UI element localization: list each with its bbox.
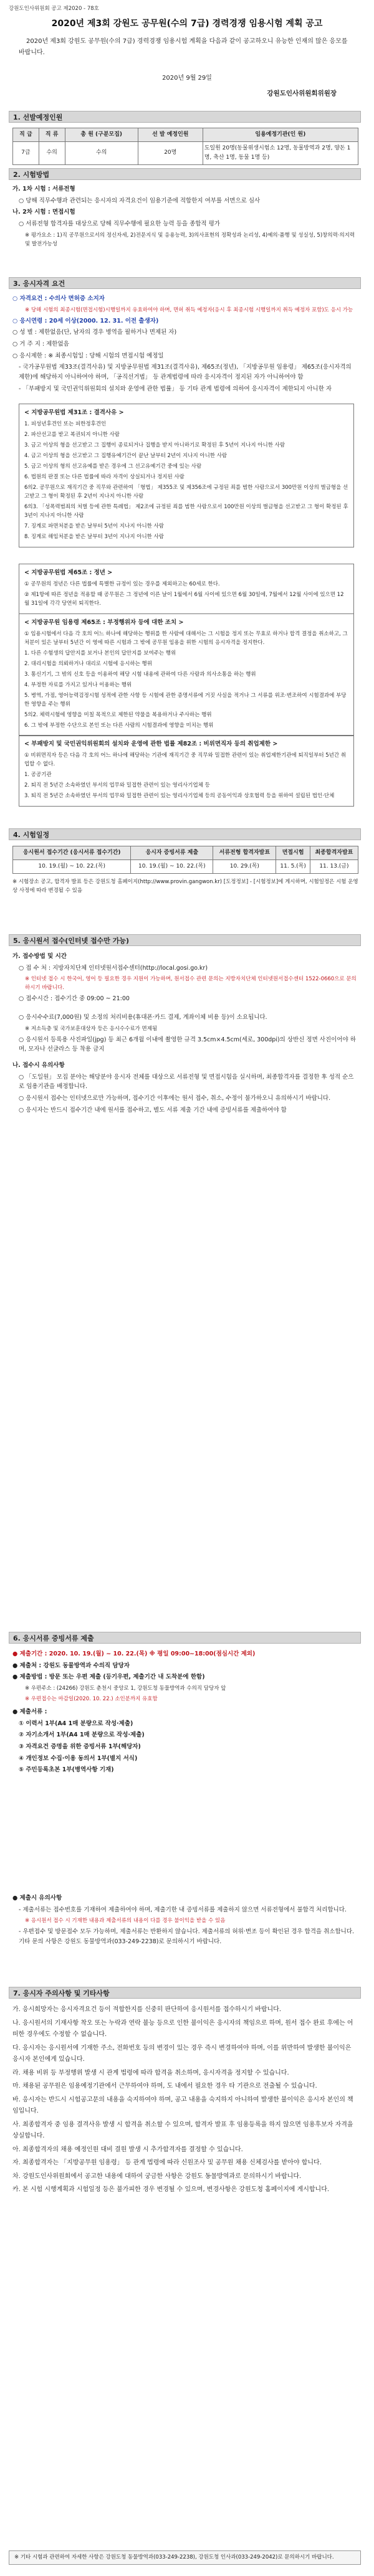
list-item: 마. 채용된 공무원은 임용예정기관에서 근무하여야 하며, 도 내에서 필요한 경우 타 기관으로 전출될 수 있습니다. — [12, 2083, 317, 2090]
schedule-col: 응시원서 접수기간 (응시서류 접수기간) — [13, 846, 131, 860]
documents-postmark-note: ※ 우편접수는 마감일(2020. 10. 22.) 소인분까지 유효함 — [25, 1696, 158, 1703]
application-hours: ○ 접수시간 : 접수기간 중 09:00 ~ 21:00 — [19, 995, 130, 1003]
documents-caution-title: ● 제출시 유의사항 — [12, 1895, 62, 1901]
recruit-cell: 20명 — [138, 141, 203, 164]
legal-box-retirement — [19, 564, 354, 614]
schedule-table — [12, 846, 358, 874]
schedule-cell: 11. 5.(목) — [276, 859, 310, 873]
eligibility-residence: ○ 거 주 지 : 제한없음 — [12, 341, 69, 348]
list-item: 8. 징계로 해임처분을 받은 날부터 3년이 지나지 아니한 사람 — [24, 533, 164, 540]
documents-caution-2: - 우편접수 및 방문접수 모두 가능하며, 제출서류는 반환하지 않습니다. 제출서류의 허위·변조 등이 확인된 경우 합격을 취소합니다. 기타 문의 사항은 강원도 동물방역과(033-249-2238)로 문의하시기 바랍니다. — [19, 1928, 355, 1946]
schedule-cell: 11. 13.(금) — [310, 859, 358, 873]
list-item: 3. 금고 이상의 형을 선고받고 그 집행이 종료되거나 집행을 받지 아니하기로 확정된 후 5년이 지나지 아니한 사람 — [24, 442, 285, 448]
list-item: ② 자기소개서 1부(A4 1매 분량으로 작성·제출) — [19, 1731, 145, 1739]
eligibility-age: ○ 응시연령 : 20세 이상(2000. 12. 31. 이전 출생자) — [12, 317, 159, 324]
documents-block — [12, 1649, 358, 1777]
notes-block — [12, 2004, 358, 2198]
list-item: 나. 응시원서의 기재사항 착오 또는 누락과 연락 불능 등으로 인한 불이익은 응시자의 책임으로 하며, 원서 접수 완료 후에는 어떠한 경우에도 수정할 수 없습니다. — [12, 2019, 353, 2038]
list-item: 5의2. 체력시험에 영향을 미칠 목적으로 제한된 약물을 복용하거나 주사하는 행위 — [24, 711, 212, 718]
method-block — [12, 184, 358, 250]
method-a-title: 가. 1차 시험 : 서류전형 — [12, 186, 75, 192]
legal-box-title: < 지방공무원법 제65조 : 정년 > — [24, 569, 113, 576]
legal-box-employment-limit — [19, 735, 354, 807]
recruit-cell: 7급 — [13, 141, 39, 164]
list-item: 5. 병역, 가점, 영어능력검정시험 성적에 관한 사항 등 시험에 관한 증명서류에 거짓 사실을 적거나 그 서류를 위조·변조하여 시험결과에 부당한 영향을 주는 행위 — [24, 692, 347, 708]
schedule-wrap — [12, 846, 358, 897]
section-heading-recruit: 1. 선발예정인원 — [9, 111, 361, 123]
schedule-col: 최종합격자발표 — [310, 846, 358, 860]
schedule-col: 면접시험 — [276, 846, 310, 860]
list-item: 차. 강원도인사위원회에서 공고한 내용에 대하여 궁금한 사항은 강원도 동물방역과로 문의하시기 바랍니다. — [12, 2172, 302, 2180]
documents-method: ● 제출방법 : 방문 또는 우편 제출 (등기우편, 제출기간 내 도착분에 한함) — [12, 1674, 205, 1681]
application-caution-2: ○ 응시원서 접수는 인터넷으로만 가능하며, 접수기간 이후에는 원서 접수, 취소, 수정이 불가하오니 유의하시기 바랍니다. — [19, 1095, 331, 1102]
recruit-cell: 수의 — [39, 141, 65, 164]
list-item: ⑤ 주민등록초본 1부(병역사항 기재) — [19, 1766, 114, 1774]
recruit-col-count: 선 발 예정인원 — [138, 128, 203, 142]
list-item: 가. 응시희망자는 응시자격요건 등이 적합한지를 신중히 판단하여 응시원서를 접수하시기 바랍니다. — [12, 2006, 282, 2013]
eligibility-restriction-1: - 국가공무원법 제33조(결격사유) 및 지방공무원법 제31조(결격사유), 제65조(정년), 「지방공무원 임용령」 제65조(응시자격의 제한)에 해당하지 아니하여야 하며, 「공직선거법」 등 관계법령에 따라 응시자격이 정지된 자가 아니하여야 함 — [19, 364, 352, 381]
method-b-note: ※ 평가요소 : 1)직 공무원으로서의 정신자세, 2)전문지식 및 응용능력, 3)의사표현의 정확성과 논리성, 4)예의·품행 및 성실성, 5)창의력·의지력 및 발전가능성 — [25, 232, 355, 247]
list-item: 4. 부정한 자료를 가지고 있거나 이용하는 행위 — [24, 681, 132, 688]
list-item: 2. 퇴직 전 5년간 소속하였던 부서의 업무와 밀접한 관련이 있는 영리사기업체 등 — [24, 782, 210, 788]
list-item: ④ 개인정보 수집·이용 동의서 1부(별지 서식) — [19, 1754, 138, 1762]
list-item: 1. 피성년후견인 또는 피한정후견인 — [24, 420, 107, 427]
documents-caution-note: ※ 응시원서 접수 시 기재한 내용과 제출서류의 내용이 다를 경우 불이익을 받을 수 있음 — [25, 1918, 226, 1925]
list-item: 2. 파산선고를 받고 복권되지 아니한 사람 — [24, 431, 120, 438]
intro-text: 2020년 제3회 강원도 공무원(수의 7급) 경력경쟁 임용시험 계획을 다음과 같이 공고하오니 유능한 인재의 많은 응모를 바랍니다. — [19, 38, 348, 56]
legal-box-title: < 지방공무원법 제31조 : 결격사유 > — [24, 409, 124, 416]
legal-box-disqualification — [19, 404, 354, 547]
list-item: 6. 그 밖에 부정한 수단으로 본인 또는 다른 사람의 시험결과에 영향을 미치는 행위 — [24, 722, 214, 729]
list-item: 3. 퇴직 전 5년간 소속하였던 부서의 업무와 밀접한 관련이 있는 영리사기업체 등의 공동이익과 상호협력 등을 위하여 설립된 법인·단체 — [24, 792, 335, 799]
documents-period: ● 제출기간 : 2020. 10. 19.(월) ~ 10. 22.(목) ※ 평일 09:00~18:00(점심시간 제외) — [12, 1650, 256, 1657]
section-heading-application: 5. 응시원서 접수(인터넷 접수만 가능) — [9, 934, 361, 946]
application-caution-3: ○ 응시자는 반드시 접수기간 내에 원서를 접수하고, 별도 서류 제출 기간 내에 증빙서류를 제출하여야 함 — [19, 1106, 287, 1114]
list-item: ③ 자격요건 증명을 위한 증빙서류 1부(해당자) — [19, 1743, 141, 1751]
schedule-cell: 10. 29.(목) — [213, 859, 276, 873]
issuing-org: 강원도인사위원회위원장 — [267, 90, 337, 97]
list-item: ① 임용시험에서 다음 각 호의 어느 하나에 해당하는 행위를 한 사람에 대해서는 그 시험을 정지 또는 무효로 하거나 합격 결정을 취소하고, 그 처분이 있은 날부터 5년간 이 영에 따른 시험과 그 밖에 공무원 임용을 위한 시험의 응시자격을 정지한다. — [24, 630, 348, 646]
list-item: 아. 최종합격자의 채용 예정인원 대비 결원 발생 시 추가합격자를 결정할 수 있습니다. — [12, 2146, 243, 2153]
method-b-text: ○ 서류전형 합격자를 대상으로 당해 직무수행에 필요한 능력 등을 종합적 평가 — [19, 220, 220, 228]
notice-date: 2020년 9월 29일 — [162, 75, 212, 82]
schedule-col: 서류전형 합격자발표 — [213, 846, 276, 860]
section-heading-method: 2. 시험방법 — [9, 168, 361, 180]
section-heading-eligibility: 3. 응시자격 요건 — [9, 277, 361, 289]
legal-box-title: < 부패방지 및 국민권익위원회의 설치와 운영에 관한 법률 제82조 : 비위면직자 등의 취업제한 > — [24, 741, 278, 747]
list-item: 사. 최종합격자 중 임용 결격사유 발생 시 합격을 취소할 수 있으며, 합격자 발표 후 임용등록을 하지 않으면 임용후보자 자격을 상실합니다. — [12, 2121, 353, 2139]
eligibility-restriction: ○ 응시제한 : ※ 최종시험일 : 당해 시험의 면접시험 예정일 — [12, 352, 164, 359]
list-item: 7. 징계로 파면처분을 받은 날부터 5년이 지나지 아니한 사람 — [24, 523, 164, 529]
schedule-col: 응시자 증빙서류 제출 — [131, 846, 213, 860]
list-item: 1. 공공기관 — [24, 771, 52, 778]
list-item: 카. 본 시험 시행계획과 시험일정 등은 불가피한 경우 변경될 수 있으며, 변경사항은 강원도청 홈페이지에 게시합니다. — [12, 2186, 330, 2193]
list-item: 3. 통신기기, 그 밖의 신호 등을 이용하여 해당 시험 내용에 관하여 다른 사람과 의사소통을 하는 행위 — [24, 671, 256, 678]
application-caution-1: ○ 「도일원」 모집 분야는 해당분야 응시자 전체를 대상으로 서류전형 및 면접시험을 실시하며, 최종합격자를 결정한 후 성적 순으로 임용기관을 배정합니다. — [19, 1073, 354, 1091]
documents-caution-1: - 제출서류는 접수번호를 기재하여 제출하여야 하며, 제출기한 내 증빙서류를 제출하지 않으면 서류전형에서 불합격 처리합니다. — [19, 1906, 347, 1913]
schedule-cell: 10. 19.(월) ~ 10. 22.(목) — [131, 859, 213, 873]
list-item: 바. 응시자는 반드시 시험공고문의 내용을 숙지하여야 하며, 공고 내용을 숙지하지 아니하여 발생한 불이익은 응시자 본인의 책임입니다. — [12, 2096, 353, 2114]
list-item: 6의3. 「성폭력범죄의 처벌 등에 관한 특례법」 제2조에 규정된 죄를 범한 사람으로서 100만원 이상의 벌금형을 선고받고 그 형이 확정된 후 3년이 지나지 아니한 사람 — [24, 503, 348, 519]
application-office: ○ 접 수 처 : 지방자치단체 인터넷원서접수센터(http://local.gosi.go.kr) — [19, 964, 208, 972]
eligibility-gender: ○ 성 별 : 제한없음(단, 남자의 경우 병역을 필하거나 면제된 자) — [12, 329, 177, 336]
section-heading-notes: 7. 응시자 주의사항 및 기타사항 — [9, 1987, 361, 1999]
recruit-table-wrap — [12, 128, 358, 165]
application-block — [12, 952, 358, 1117]
documents-list-title: ● 제출서류 : — [12, 1708, 47, 1716]
recruit-col-series: 직 류 — [39, 128, 65, 142]
legal-box-title: < 지방공무원 임용령 제65조 : 부정행위자 등에 대한 조치 > — [24, 619, 184, 626]
list-item: 자. 최종합격자는 「지방공무원 임용령」 등 관계 법령에 따라 신원조사 및 공무원 채용 신체검사를 받아야 합니다. — [12, 2159, 322, 2166]
list-item: 라. 채용 비위 등 부정행위 발생 시 관계 법령에 따라 합격을 취소하며, 응시자격을 정지할 수 있습니다. — [12, 2069, 289, 2076]
documents-caution-block — [12, 1893, 358, 1949]
list-item: 4. 금고 이상의 형을 선고받고 그 집행유예기간이 끝난 날부터 2년이 지나지 아니한 사람 — [24, 452, 228, 459]
recruit-cell: 수의 — [65, 141, 138, 164]
application-b-title: 나. 접수시 유의사항 — [12, 1062, 65, 1069]
table-row — [13, 859, 358, 873]
list-item: 6. 법원의 판결 또는 다른 법률에 따라 자격이 상실되거나 정지된 사람 — [24, 473, 185, 480]
application-fee-note: ※ 저소득층 및 국가보훈대상자 등은 응시수수료가 면제됨 — [25, 1025, 158, 1032]
application-fee: ○ 응시수수료(7,000원) 및 소정의 처리비용(휴대폰·카드 결제, 계좌이체 비용 등)이 소요됩니다. — [19, 1014, 267, 1021]
list-item: ① 공무원의 정년은 다른 법률에 특별한 규정이 있는 경우를 제외하고는 60세로 한다. — [24, 580, 220, 587]
documents-address: ※ 우편주소 : (24266) 강원도 춘천시 중앙로 1, 강원도청 동물방역과 수의직 담당자 앞 — [25, 1685, 226, 1692]
documents-place: ● 제출처 : 강원도 동물방역과 수의직 담당자 — [12, 1662, 130, 1669]
application-a-title: 가. 접수방법 및 시간 — [12, 953, 67, 960]
list-item: ① 이력서 1부(A4 1매 분량으로 작성·제출) — [19, 1720, 133, 1727]
application-photo: ○ 응시원서 등록용 사진파일(jpg) 등 최근 6개월 이내에 촬영한 규격 3.5cm×4.5cm(세로, 300dpi)의 상반신 정면 사진이어야 하며, 모자나 선글라스 등 착용 금지 — [19, 1036, 356, 1053]
list-item: ① 비위면직자 등은 다음 각 호의 어느 하나에 해당하는 기관에 재직기간 중 직무와 밀접한 관련이 있는 취업제한기관에 퇴직일부터 5년간 취업할 수 없다. — [24, 752, 346, 767]
method-a-text: ○ 당해 직무수행과 관련되는 응시자의 자격요건이 임용기준에 적합한지 여부를 서면으로 심사 — [19, 197, 261, 204]
list-item: ② 제1항에 따른 정년을 적용할 때 공무원은 그 정년에 이른 날이 1월에서 6월 사이에 있으면 6월 30일에, 7월에서 12월 사이에 있으면 12월 31일에 각각 당연히 퇴직한다. — [24, 591, 344, 607]
eligibility-restriction-2: - 「부패방지 및 국민권익위원회의 설치와 운영에 관한 법률」 등 기타 관계 법령에 의하여 응시자격이 제한되지 아니한 자 — [19, 385, 332, 392]
footer-contact: ※ 기타 시험과 관련하여 자세한 사항은 강원도청 동물방역과(033-249-2238), 강원도청 인사과(033-249-2042)로 문의하시기 바랍니다. — [9, 2550, 361, 2565]
method-b-title: 나. 2차 시험 : 면접시험 — [12, 209, 75, 216]
page-title: 2020년 제3회 강원도 공무원(수의 7급) 경력경쟁 임용시험 계획 공고 — [51, 19, 323, 29]
application-office-note: ※ 인터넷 접수 시 한국어, 영어 등 필요한 경우 지원이 가능하며, 원서접수 관련 문의는 지방자치단체 인터넷원서접수센터 1522-0660으로 문의하시기 바랍니다. — [25, 976, 357, 992]
legal-box-misconduct — [19, 613, 354, 736]
recruit-col-total: 총 원 (구분모집) — [65, 128, 138, 142]
recruit-col-grade: 직 급 — [13, 128, 39, 142]
schedule-cell: 10. 19.(월) ~ 10. 22.(목) — [13, 859, 131, 873]
section-heading-schedule: 4. 시험일정 — [9, 828, 361, 840]
recruit-table — [12, 128, 358, 165]
list-item: 6의2. 공무원으로 재직기간 중 직무와 관련하여 「형법」 제355조 및 제356조에 규정된 죄를 범한 사람으로서 300만원 이상의 벌금형을 선고받고 그 형이 확정된 후 2년이 지나지 아니한 사람 — [24, 484, 348, 500]
table-row — [13, 141, 358, 164]
list-item: 2. 대리시험을 의뢰하거나 대리로 시험에 응시하는 행위 — [24, 660, 152, 667]
eligibility-block — [12, 294, 358, 395]
list-item: 다. 응시자는 응시원서에 기재한 주소, 전화번호 등의 변경이 있는 경우 즉시 변경하여야 하며, 이를 위반하여 발생한 불이익은 응시자 본인에게 있습니다. — [12, 2044, 352, 2063]
recruit-col-agency: 임용예정기관(인 원) — [203, 128, 358, 142]
schedule-note: ※ 시험장소 공고, 합격자 발표 등은 강원도청 홈페이지(http://www.provin.gangwon.kr) [도정정보] - [시험정보]에 게시하며, 시험일정은 시험 운영상 사정에 따라 변경될 수 있음 — [12, 878, 358, 894]
eligibility-license: ○ 자격요건 : 수의사 면허증 소지자 — [12, 295, 105, 302]
list-item: 5. 금고 이상의 형의 선고유예를 받은 경우에 그 선고유예기간 중에 있는 사람 — [24, 463, 202, 470]
notice-number: 강원도인사위원회 공고 제2020 - 78호 — [9, 6, 99, 12]
recruit-cell: 도일원 20명(동물위생시험소 12명, 동물방역과 2명, 양돈 1명, 축산 1명, 동물 1명 등) — [203, 141, 358, 164]
section-heading-documents: 6. 응시서류 증빙서류 제출 — [9, 1632, 361, 1644]
list-item: 1. 다른 수험생의 답안지를 보거나 본인의 답안지를 보여주는 행위 — [24, 650, 176, 656]
eligibility-license-note: ※ 당해 시험의 최종시험(면접시험)시행일까지 유효하여야 하며, 면허 취득 예정자(응시 후 최종시험 시행일까지 취득 예정자 포함)도 응시 가능 — [25, 306, 353, 313]
